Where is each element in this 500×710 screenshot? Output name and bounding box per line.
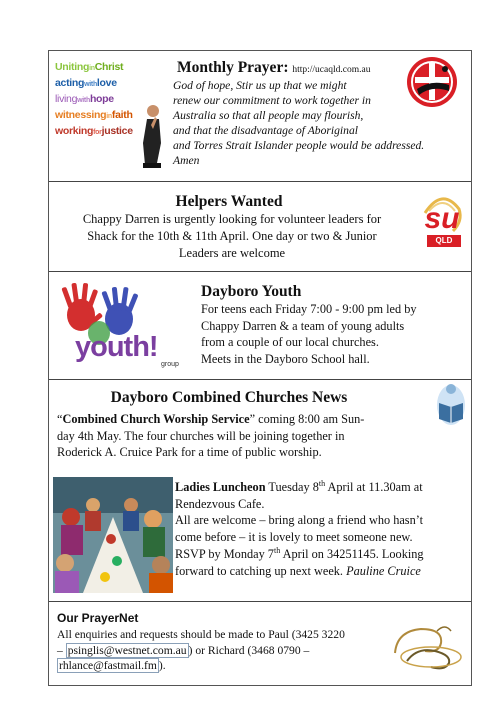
lunch-line-2: Rendezvous Cafe. xyxy=(175,496,265,511)
ladies-luncheon-notice xyxy=(175,479,467,579)
youth-body xyxy=(201,301,461,367)
rsvp-text: RSVP by Monday 7 xyxy=(175,546,274,561)
prayernet-logo xyxy=(387,617,465,673)
prayer-line: and Torres Strait Islander people would be addressed. xyxy=(173,139,425,152)
prayer-url-link[interactable]: http://ucaqld.com.au xyxy=(292,65,371,75)
praying-person-icon xyxy=(137,103,165,171)
prayernet-line-2 xyxy=(57,643,387,659)
lunch-line-6 xyxy=(175,563,467,580)
helpers-line: Chappy Darren is urgently looking for volunteer leaders for xyxy=(82,212,382,226)
section-divider xyxy=(49,379,471,380)
section-divider xyxy=(49,271,471,272)
email-link-richard[interactable]: rhlance@fastmail.fm xyxy=(59,659,157,672)
worship-service-notice xyxy=(57,411,447,461)
youth-line: Meets in the Dayboro School hall. xyxy=(201,351,370,366)
uniting-church-cross-logo xyxy=(405,55,459,109)
lunch-date: Tuesday 8 xyxy=(265,480,319,494)
prayer-line: Australia so that all people may flourish, xyxy=(173,109,364,122)
lunch-date-suffix: th xyxy=(318,478,326,488)
dash: – xyxy=(57,643,66,657)
prayernet-line-3-rest: ). xyxy=(158,659,166,672)
uniting-logo-line-2: actingwithlove xyxy=(55,77,117,89)
open-quote: “ xyxy=(57,412,63,426)
prayernet-title: Our PrayerNet xyxy=(57,611,139,625)
news-title: Dayboro Combined Churches News xyxy=(110,389,348,406)
prayernet-line-3 xyxy=(57,658,387,674)
su-qld-logo xyxy=(417,191,467,251)
newsletter-page xyxy=(48,50,472,686)
service-name: Combined Church Worship Service xyxy=(62,412,250,426)
prayer-title xyxy=(177,59,370,77)
email-link-paul[interactable]: psinglis@westnet.com.au xyxy=(67,643,187,657)
lunch-date-rest: April at 11.30am at xyxy=(325,480,423,494)
youth-logo-sub: group xyxy=(161,361,179,368)
helpers-line: Shack for the 10th & 11th April. One day or two & Junior xyxy=(87,229,377,243)
youth-line: Chappy Darren & a team of young adults xyxy=(201,318,405,333)
lunch-line-5 xyxy=(175,546,467,563)
su-logo-sub: QLD xyxy=(427,235,461,247)
uniting-in-christ-logo xyxy=(55,60,133,140)
lunch-line-4: come before – it is lovely to meet someone new. xyxy=(175,530,413,545)
uniting-logo-line-1: UnitinginChrist xyxy=(55,61,124,73)
lunch-closing: forward to catching up next week. xyxy=(175,563,347,578)
helpers-title: Helpers Wanted xyxy=(175,193,283,210)
service-line-2: day 4th May. The four churches will be joining together in xyxy=(57,428,345,443)
prayer-heading: Monthly Prayer: xyxy=(177,59,289,76)
luncheon-painting-image xyxy=(53,477,173,593)
prayer-line: God of hope, Stir us up that we might xyxy=(173,79,347,92)
prayer-line: renew our commitment to work together in xyxy=(173,94,371,107)
helpers-body xyxy=(55,211,409,262)
prayer-line: Amen xyxy=(173,154,200,167)
lunch-line-1 xyxy=(175,479,467,496)
helpers-line: Leaders are welcome xyxy=(178,246,286,260)
youth-line: from a couple of our local churches. xyxy=(201,335,379,349)
uniting-logo-line-5: workingforjustice xyxy=(55,125,133,137)
youth-title: Dayboro Youth xyxy=(201,283,302,300)
prayer-line: and that the disadvantage of Aboriginal xyxy=(173,124,358,137)
service-line-3: Roderick A. Cruice Park for a time of public worship. xyxy=(57,445,322,460)
prayernet-body xyxy=(57,627,387,674)
service-rest: ” coming 8:00 am Sun- xyxy=(249,412,365,426)
lunch-name: Ladies Luncheon xyxy=(175,480,266,494)
youth-line: For teens each Friday 7:00 - 9:00 pm led by xyxy=(201,302,417,316)
section-divider xyxy=(49,181,471,182)
prayernet-line-1: All enquiries and requests should be made to Paul (3425 3220 xyxy=(57,628,345,641)
service-line-1 xyxy=(57,411,447,428)
prayernet-line-2-rest: ) or Richard (3468 0790 – xyxy=(188,643,310,657)
youth-logo-word: youth! xyxy=(75,331,158,363)
uniting-logo-line-3: livingwithhope xyxy=(55,93,114,105)
rsvp-rest: April on 34251145. Looking xyxy=(280,546,424,561)
section-divider xyxy=(49,601,471,602)
youth-group-logo xyxy=(53,281,195,371)
lunch-signature: Pauline Cruice xyxy=(346,563,421,578)
uniting-logo-line-4: witnessinginfaith xyxy=(55,109,133,121)
rsvp-date-suffix: th xyxy=(273,545,281,555)
lunch-line-3: All are welcome – bring along a friend who hasn’t xyxy=(175,513,424,528)
su-logo-text: su xyxy=(424,202,460,235)
